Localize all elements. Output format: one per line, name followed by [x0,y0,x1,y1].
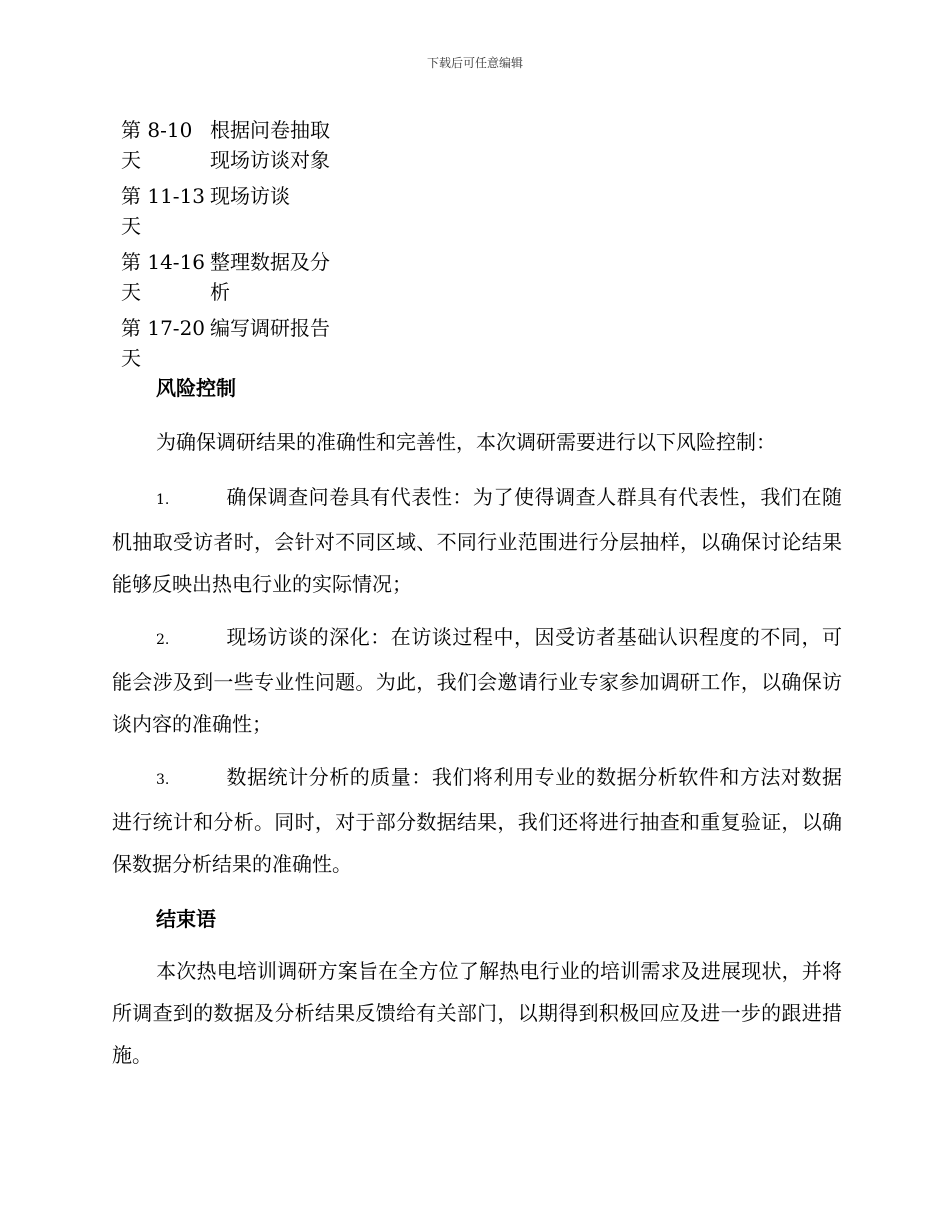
schedule-task: 根据问卷抽取现场访谈对象 [210,118,330,172]
risk-heading: 风险控制 [156,376,236,400]
schedule-row [121,181,346,241]
schedule-day: 第 17-20 天 [121,316,206,370]
schedule-day: 第 8-10 天 [121,118,193,172]
schedule-day: 第 11-13 天 [121,184,206,238]
risk-item-2 [112,616,842,745]
risk-item-text: 现场访谈的深化：在访谈过程中，因受访者基础认识程度的不同，可能会涉及到一些专业性问题。为此，我们会邀请行业专家参加调研工作，以确保访谈内容的准确性； [112,625,842,736]
schedule-task: 整理数据及分析 [210,250,330,304]
list-number: 3. [156,772,170,788]
risk-intro-text: 为确保调研结果的准确性和完善性，本次调研需要进行以下风险控制： [156,430,776,454]
list-number: 2. [156,632,170,648]
schedule-row [121,247,346,307]
schedule-task: 现场访谈 [210,184,290,208]
conclusion-text [112,950,842,1076]
risk-intro [112,421,842,463]
schedule-table [121,115,346,379]
conclusion-body: 本次热电培训调研方案旨在全方位了解热电行业的培训需求及进展现状，并将所调查到的数据及分析结果反馈给有关部门，以期得到积极回应及进一步的跟进措施。 [112,959,842,1067]
schedule-task: 编写调研报告 [210,316,330,340]
conclusion-heading: 结束语 [156,907,216,931]
list-number: 1. [156,492,170,508]
risk-item-3 [112,756,842,885]
schedule-day: 第 14-16 天 [121,250,206,304]
schedule-row [121,313,346,373]
schedule-row [121,115,346,175]
page-header: 下载后可任意编辑 [426,56,523,70]
risk-item-1 [112,476,842,605]
risk-item-text: 数据统计分析的质量：我们将利用专业的数据分析软件和方法对数据进行统计和分析。同时，对于部分数据结果，我们还将进行抽查和重复验证，以确保数据分析结果的准确性。 [112,765,842,876]
risk-item-text: 确保调查问卷具有代表性：为了使得调查人群具有代表性，我们在随机抽取受访者时，会针对不同区域、不同行业范围进行分层抽样，以确保讨论结果能够反映出热电行业的实际情况； [112,485,842,596]
